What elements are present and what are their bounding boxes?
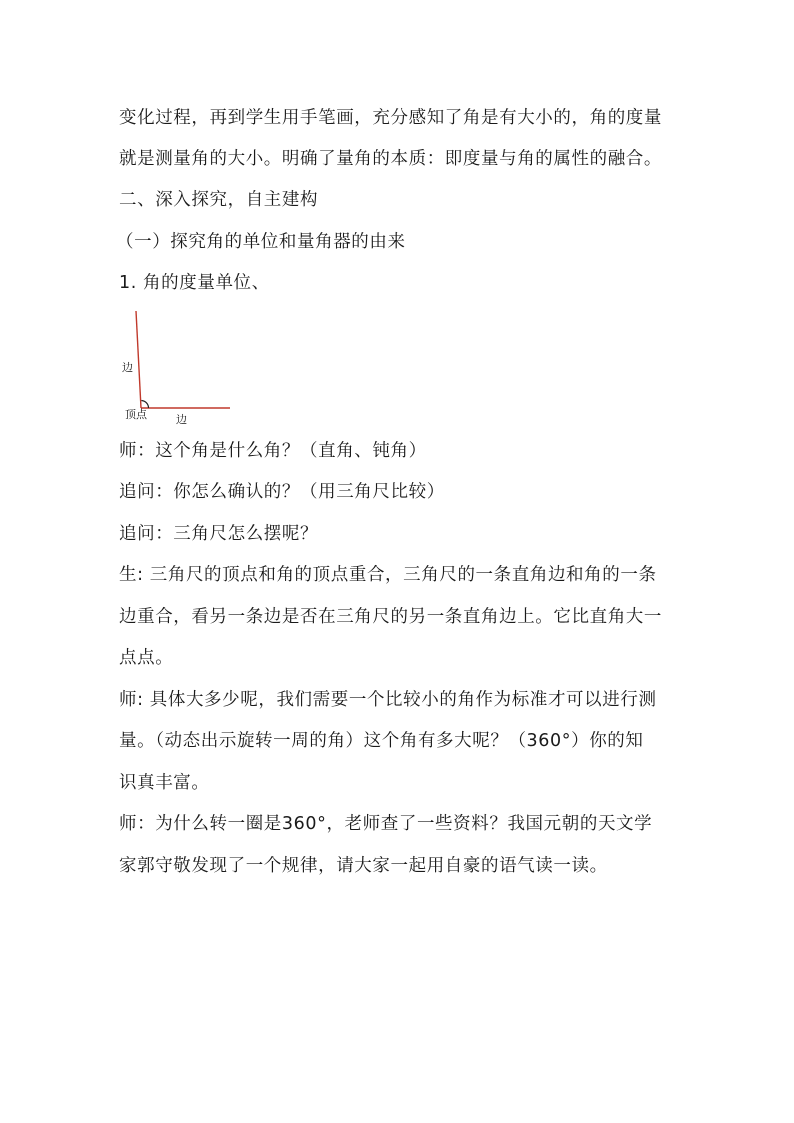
dialogue-line: 点点。 [119,648,174,668]
dialogue-line: 边重合，看另一条边是否在三角尺的另一条直角边上。它比直角大一 [119,607,662,627]
subsection-heading: （一）探究角的单位和量角器的由来 [116,232,406,252]
angle-vertex-label: 顶点 [125,408,147,421]
dialogue-line: 师：这个角是什么角？（直角、钝角） [119,441,427,461]
dialogue-line: 追问：三角尺怎么摆呢？ [119,524,319,544]
paragraph-line: 变化过程，再到学生用手笔画，充分感知了角是有大小的，角的度量 [119,108,662,128]
dialogue-line: 量。（动态出示旋转一周的角）这个角有多大呢？（360°）你的知 [119,731,644,751]
dialogue-line: 师：为什么转一圈是360°，老师查了一些资料？我国元朝的天文学 [119,814,653,834]
angle-bottom-label: 边 [176,413,187,426]
item-heading: 1. 角的度量单位、 [119,273,270,293]
dialogue-line: 识真丰富。 [119,773,210,793]
paragraph-line: 就是测量角的大小。明确了量角的本质：即度量与角的属性的融合。 [119,149,662,169]
angle-side-ray [136,311,141,408]
angle-side-label: 边 [122,361,133,374]
dialogue-line: 师: 具体大多少呢，我们需要一个比较小的角作为标准才可以进行测 [119,690,657,710]
dialogue-line: 追问：你怎么确认的？（用三角尺比较） [119,482,445,502]
dialogue-line: 生: 三角尺的顶点和角的顶点重合，三角尺的一条直角边和角的一条 [119,565,657,585]
angle-figure [118,305,238,430]
angle-vertex-arc [141,401,148,409]
section-heading: 二、深入探究，自主建构 [119,190,319,210]
dialogue-line: 家郭守敬发现了一个规律，请大家一起用自豪的语气读一读。 [119,856,608,876]
